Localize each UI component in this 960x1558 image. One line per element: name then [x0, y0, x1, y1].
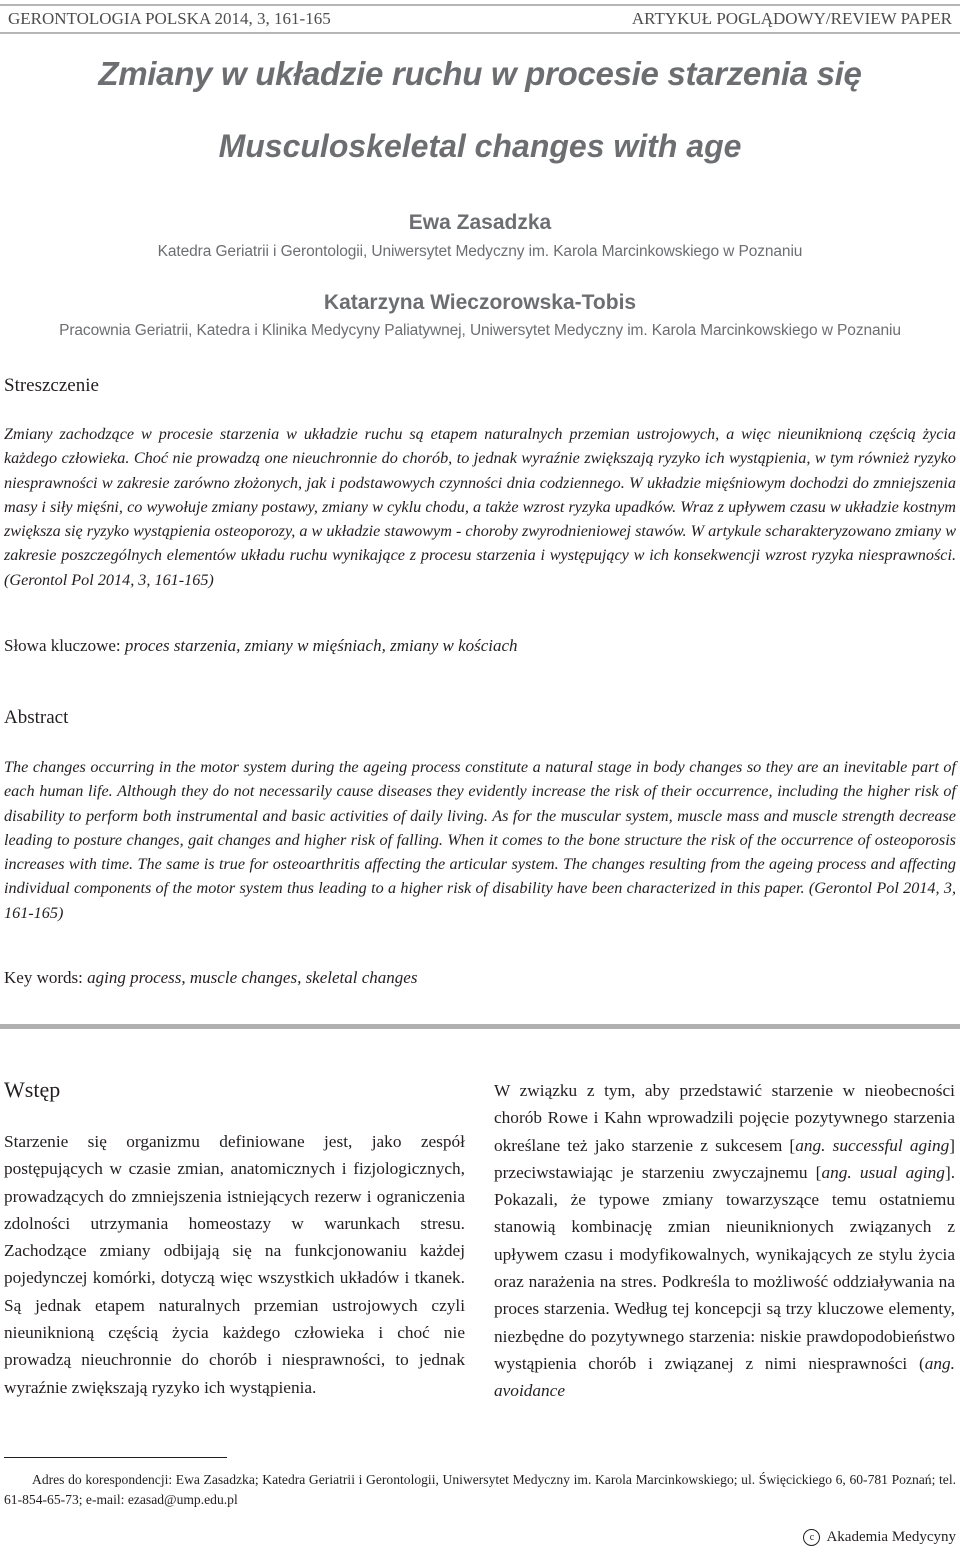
abstract-heading: Abstract — [4, 707, 69, 728]
keywords-en: Key words: aging process, muscle changes, skeletal changes — [4, 968, 418, 987]
journal-citation: GERONTOLOGIA POLSKA 2014, 3, 161-165 — [8, 9, 331, 28]
publisher-name: Akademia Medycyny — [826, 1529, 956, 1545]
footnote-rule — [4, 1457, 227, 1458]
copyright-notice — [803, 1529, 956, 1546]
article-type: ARTYKUŁ POGLĄDOWY/REVIEW PAPER — [631, 9, 952, 28]
keywords-value: aging process, muscle changes, skeletal changes — [87, 968, 418, 987]
intro-column-left: Starzenie się organizmu definiowane jest, jako zespół postępujących w czasie zmian, anatomicznych i fizjologicznych, prowadzących do zmniejszenia istniejących rezerw i ograniczenia zdolności utrzymania homeostazy w warunkach stresu. Zachodzące zmiany odbijają się na funkcjonowaniu każdej pojedynczej komórki, dotyczą więc wszystkich układów i tkanek. Są jednak etapem naturalnych przemian ustrojowych czyli nieuniknioną częścią życia każdego człowieka i choć nie prowadzą nieuchronnie do chorób i niesprawności, to jednak wyraźnie zwiększają ryzyko ich wystąpienia. — [4, 1132, 465, 1397]
intro-column-right: W związku z tym, aby przedstawić starzenie w nieobecności chorób Rowe i Kahn wprowadzili pojęcie pozytywnego starzenia określane też jako starzenie z sukcesem [ang. successful aging] przeciwstawiając je starzeniu zwyczajnemu [ang. usual aging]. Pokazali, że typowe zmiany towarzyszące temu ostatniemu stanowią kombinację zmian nieuniknionych związanych z upływem czasu i modyfikowalnych, wynikających ze stylu życia oraz narażenia na stres. Podkreśla to możliwość oddziaływania na proces starzenia. Według tej koncepcji są trzy kluczowe elementy, niezbędne do pozytywnego starzenia: niskie prawdopodobieństwo wystąpienia chorób i związanej z nimi niesprawności (ang. avoidance — [494, 1081, 956, 1401]
streszczenie-text: Zmiany zachodzące w procesie starzenia w układzie ruchu są etapem naturalnych przemian ustrojowych, a więc nieuniknioną częścią życia każdego człowieka. Choć nie prowadzą one nieuchronnie do chorób, to jednak wyraźnie zwiększają ryzyko ich wystąpienia, w tym również ryzyko niesprawności w zakresie zarówno złożonych, jak i podstawowych czynności dnia codziennego. W układzie mięśniowym dochodzi do zmniejszenia masy i siły mięśni, co wywołuje zmiany postawy, zmiany w cyklu chodu, a także wzrost ryzyka upadków. Wraz z upływem czasu w układzie kostnym zwiększa się ryzyko wystąpienia osteoporozy, a w układzie stawowym - choroby zwyrodnieniowej stawów. W artykule scharakteryzowano zmiany w zakresie poszczególnych elementów układu ruchu wynikające z procesu starzenia i występujący w ich konsekwencji wzrost ryzyka niesprawności. (Gerontol Pol 2014, 3, 161-165) — [4, 425, 956, 589]
section-divider — [0, 1024, 960, 1029]
keywords-label: Słowa kluczowe — [4, 636, 116, 655]
author-name: Katarzyna Wieczorowska-Tobis — [323, 291, 637, 314]
journal-header — [0, 4, 960, 34]
keywords-pl: Słowa kluczowe: proces starzenia, zmiany w mięśniach, zmiany w kościach — [4, 636, 518, 655]
keywords-label: Key words — [4, 968, 79, 987]
keywords-value: proces starzenia, zmiany w mięśniach, zmiany w kościach — [124, 636, 518, 655]
author-affiliation: Pracownia Geriatrii, Katedra i Klinika Medycyny Paliatywnej, Uniwersytet Medyczny im. Karola Marcinkowskiego w Poznaniu — [59, 322, 901, 339]
copyright-icon: c — [803, 1529, 820, 1546]
correspondence-footnote: Adres do korespondencji: Ewa Zasadzka; Katedra Geriatrii i Gerontologii, Uniwersytet Medyczny im. Karola Marcinkowskiego; ul. Święcickiego 6, 60-781 Poznań; tel. 61-854-65-73; e-mail: ezasad@ump.edu.pl — [4, 1472, 956, 1507]
title-polish: Zmiany w układzie ruchu w procesie starzenia się — [98, 55, 862, 92]
intro-heading: Wstęp — [4, 1077, 61, 1102]
title-english: Musculoskeletal changes with age — [218, 128, 742, 164]
author-affiliation: Katedra Geriatrii i Gerontologii, Uniwersytet Medyczny im. Karola Marcinkowskiego w Poznaniu — [157, 243, 803, 260]
abstract-text: The changes occurring in the motor system during the ageing process constitute a natural stage in body changes so they are an inevitable part of each human life. Although they do not necessarily cause diseases they evidently increase the risk of their occurrence, including the higher risk of disability to perform both instrumental and basic activities of daily living. As for the muscular system, muscle mass and muscle strength decrease leading to posture changes, gait changes and higher risk of falling. When it comes to the bone structure the risk of the occurrence of osteoporosis increases with time. The same is true for osteoarthritis affecting the articular system. The changes resulting from the ageing process and affecting individual components of the motor system thus leading to a higher risk of disability have been characterized in this paper. (Gerontol Pol 2014, 3, 161-165) — [4, 758, 956, 922]
author-name: Ewa Zasadzka — [408, 211, 552, 234]
streszczenie-heading: Streszczenie — [4, 375, 99, 396]
